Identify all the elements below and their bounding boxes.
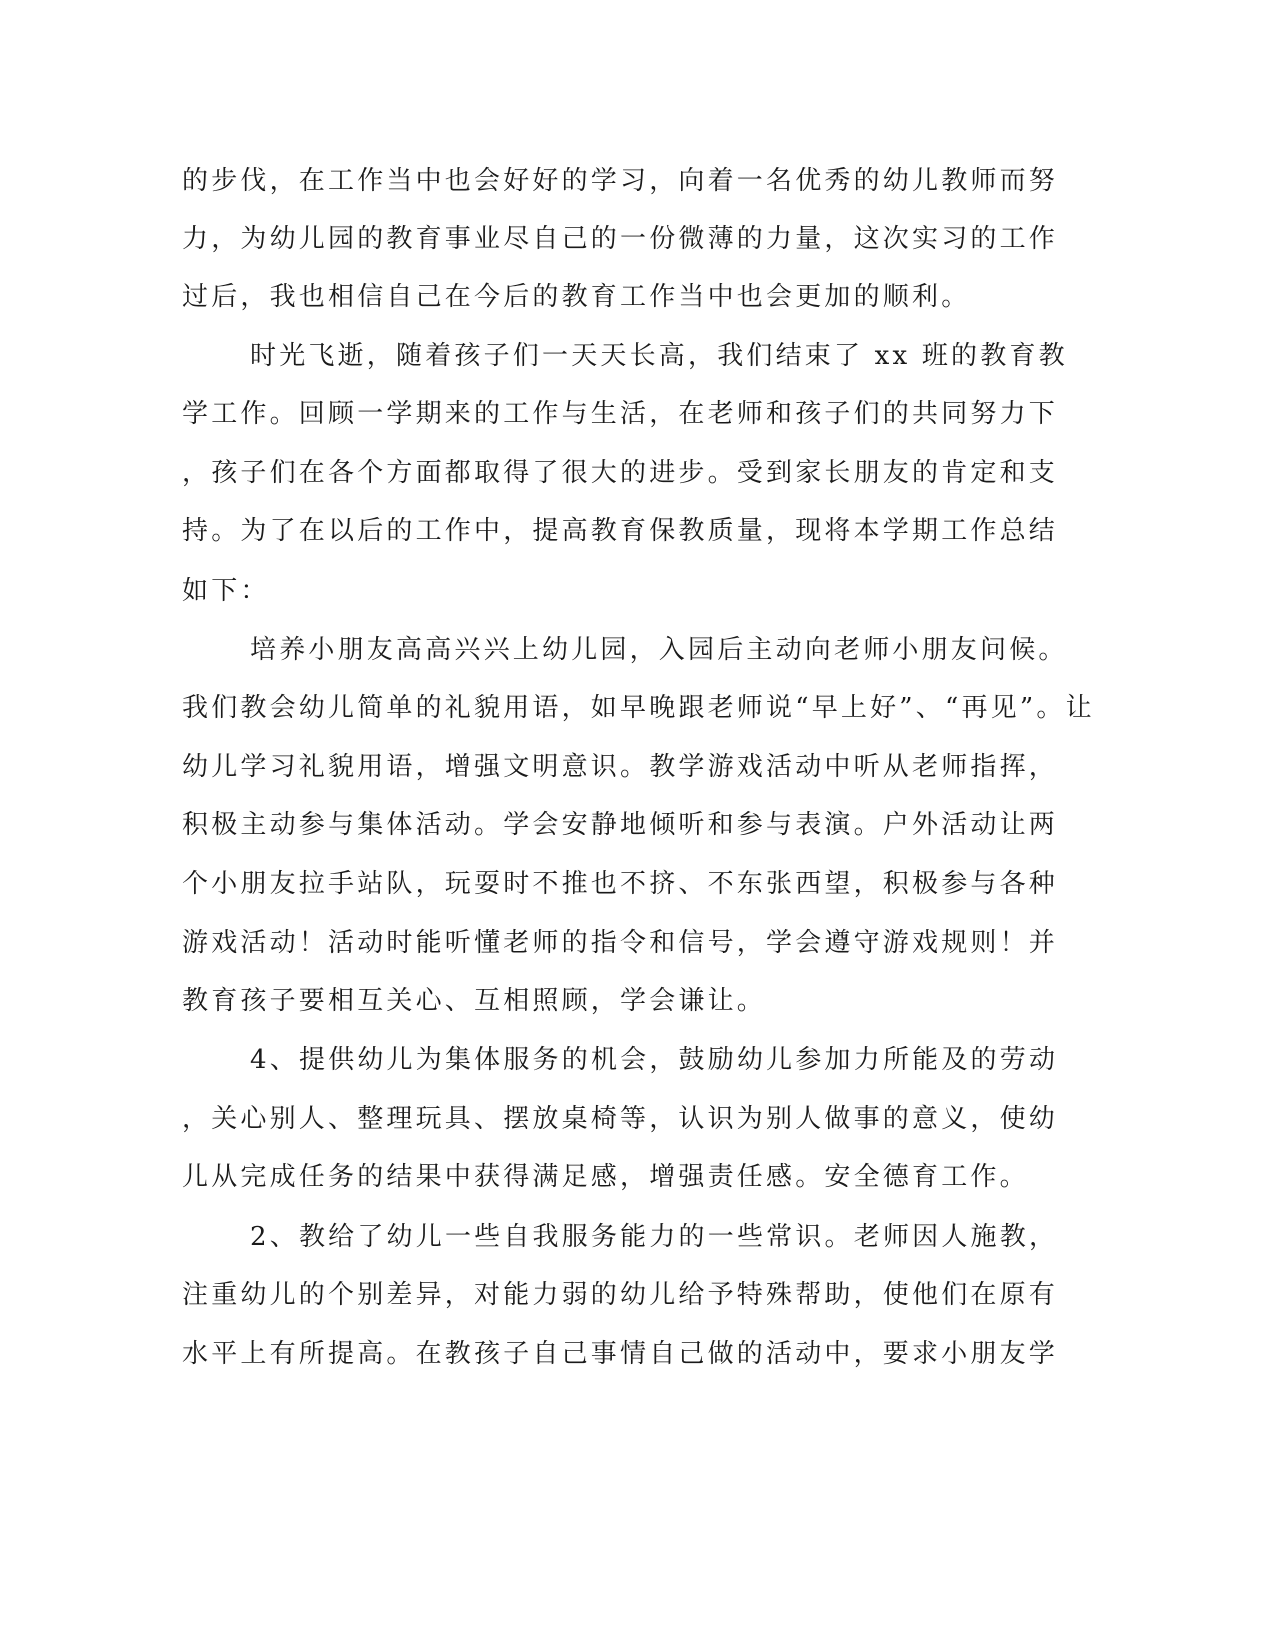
text-line: 我们教会幼儿简单的礼貌用语，如早晚跟老师说“早上好”、“再见”。让 — [182, 693, 1095, 723]
text-line: 儿从完成任务的结果中获得满足感，增强责任感。安全德育工作。 — [182, 1162, 1029, 1192]
text-line: 的步伐，在工作当中也会好好的学习，向着一名优秀的幼儿教师而努 — [182, 166, 1059, 196]
text-line: 4、提供幼儿为集体服务的机会，鼓励幼儿参加力所能及的劳动 — [250, 1045, 1059, 1075]
text-line: 如下： — [182, 576, 270, 606]
text-line: 培养小朋友高高兴兴上幼儿园，入园后主动向老师小朋友问候。 — [250, 635, 1068, 665]
text-line: 力，为幼儿园的教育事业尽自己的一份微薄的力量，这次实习的工作 — [182, 224, 1059, 254]
text-line: 2、教给了幼儿一些自我服务能力的一些常识。老师因人施教， — [250, 1222, 1059, 1252]
text-line: 学工作。回顾一学期来的工作与生活，在老师和孩子们的共同努力下 — [182, 399, 1059, 429]
text-line: 游戏活动！活动时能听懂老师的指令和信号，学会遵守游戏规则！并 — [182, 928, 1059, 958]
text-line: 注重幼儿的个别差异，对能力弱的幼儿给予特殊帮助，使他们在原有 — [182, 1280, 1059, 1310]
text-line: 水平上有所提高。在教孩子自己事情自己做的活动中，要求小朋友学 — [182, 1339, 1059, 1369]
text-line: 个小朋友拉手站队，玩耍时不推也不挤、不东张西望，积极参与各种 — [182, 869, 1059, 899]
text-line: 教育孩子要相互关心、互相照顾，学会谦让。 — [182, 986, 767, 1016]
text-line: 时光飞逝，随着孩子们一天天长高，我们结束了 xx 班的教育教 — [250, 341, 1068, 371]
text-line: 积极主动参与集体活动。学会安静地倾听和参与表演。户外活动让两 — [182, 810, 1059, 840]
text-line: ，孩子们在各个方面都取得了很大的进步。受到家长朋友的肯定和支 — [182, 458, 1059, 488]
text-line: ，关心别人、整理玩具、摆放桌椅等，认识为别人做事的意义，使幼 — [182, 1104, 1059, 1134]
text-line: 过后，我也相信自己在今后的教育工作当中也会更加的顺利。 — [182, 282, 971, 312]
text-line: 持。为了在以后的工作中，提高教育保教质量，现将本学期工作总结 — [182, 516, 1059, 546]
text-line: 幼儿学习礼貌用语，增强文明意识。教学游戏活动中听从老师指挥， — [182, 752, 1059, 782]
